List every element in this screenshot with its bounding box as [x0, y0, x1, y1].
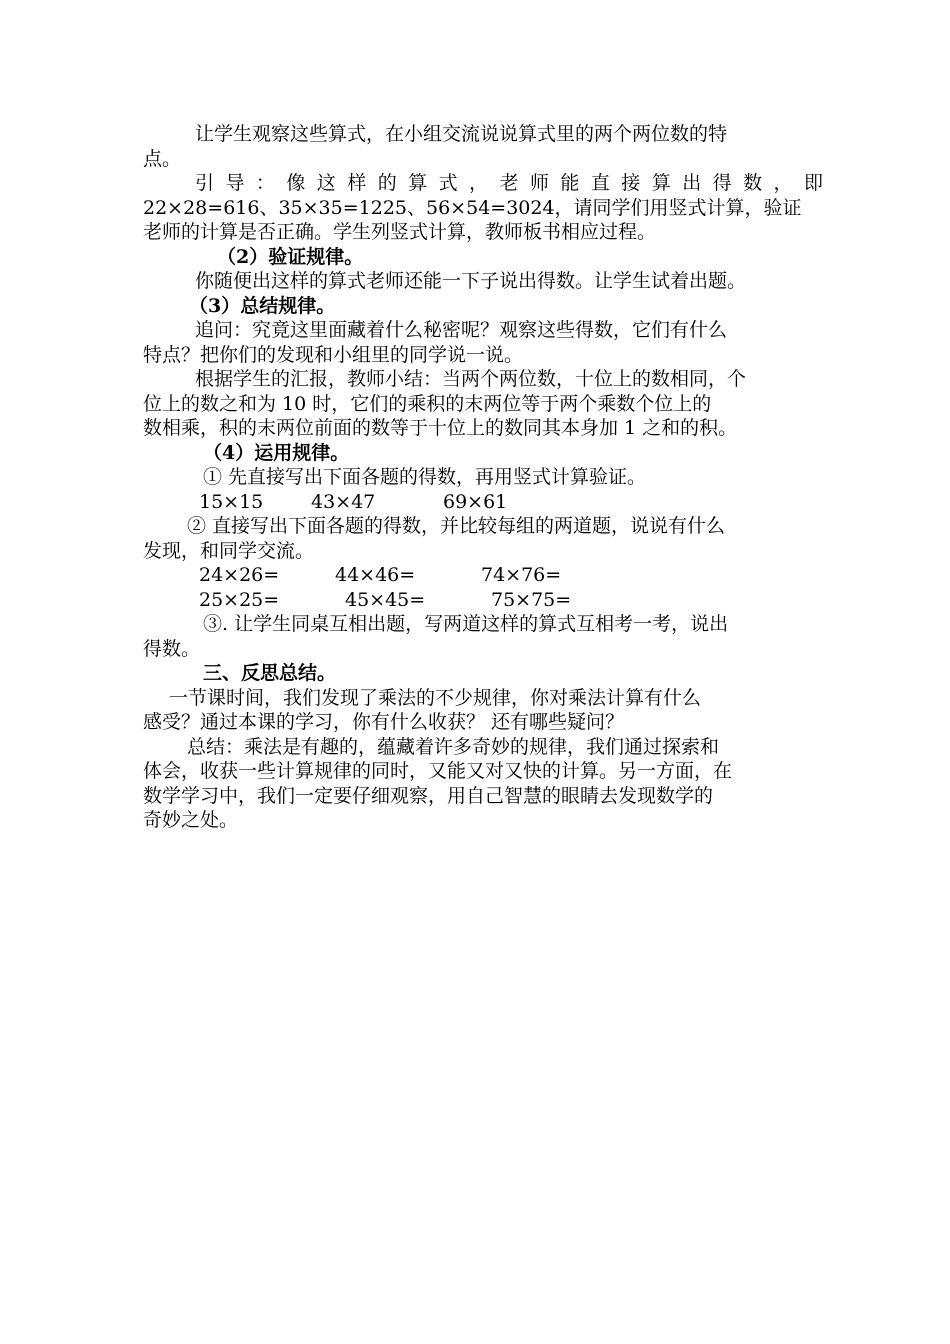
- exercise-instruction: ③. 让学生同桌互相出题，写两道这样的算式互相考一考，说出: [203, 613, 729, 635]
- section-heading: 三、反思总结。: [203, 662, 337, 684]
- expression: 75×75=: [491, 588, 572, 611]
- paragraph-line: 让学生观察这些算式，在小组交流说说算式里的两个两位数的特: [195, 123, 728, 145]
- section-heading: （4）运用规律。: [203, 441, 350, 464]
- document-body: [143, 122, 823, 833]
- paragraph-line: 体会，收获一些计算规律的同时，又能又对又快的计算。另一方面，在: [143, 760, 733, 782]
- paragraph-line: 发现，和同学交流。: [143, 539, 315, 562]
- exercise-row: [143, 490, 823, 515]
- expression: 45×45=: [345, 588, 426, 611]
- paragraph-line: 位上的数之和为 10 时，它们的乘积的末两位等于两个乘数个位上的: [143, 392, 712, 415]
- paragraph-line: 感受？通过本课的学习，你有什么收获？ 还有哪些疑问？: [143, 711, 625, 733]
- paragraph-line: 你随便出这样的算式老师还能一下子说出得数。让学生试着出题。: [195, 270, 747, 292]
- paragraph-line: 点。: [143, 147, 182, 170]
- exercise-instruction: ② 直接写出下面各题的得数，并比较每组的两道题，说说有什么: [187, 515, 726, 537]
- paragraph-line: 特点？把你们的发现和小组里的同学说一说。: [143, 343, 524, 366]
- paragraph-line: 总结：乘法是有趣的，蕴藏着许多奇妙的规律，我们通过探索和: [187, 735, 720, 758]
- paragraph-line: 数相乘，积的末两位前面的数等于十位上的数同其本身加 1 之和的积。: [143, 417, 738, 439]
- expression: 25×25=: [199, 588, 280, 611]
- section-heading: （2）验证规律。: [217, 245, 364, 268]
- expression: 24×26=: [199, 564, 280, 586]
- paragraph-line: 一节课时间，我们发现了乘法的不少规律，你对乘法计算有什么: [169, 686, 702, 709]
- expression: 44×46=: [335, 564, 416, 586]
- paragraph-line: 引导：像这样的算式，老师能直接算出得数，即: [195, 172, 823, 194]
- expression: 69×61: [443, 490, 508, 513]
- paragraph-line: 数学学习中，我们一定要仔细观察，用自己智慧的眼睛去发现数学的: [143, 784, 714, 807]
- exercise-instruction: ① 先直接写出下面各题的得数，再用竖式计算验证。: [203, 466, 647, 488]
- expression: 15×15: [199, 490, 264, 513]
- expression: 74×76=: [481, 564, 562, 586]
- expression: 43×47: [311, 490, 376, 513]
- paragraph-line: 老师的计算是否正确。学生列竖式计算，教师板书相应过程。: [143, 221, 657, 243]
- paragraph-line: 得数。: [143, 637, 201, 660]
- section-heading: （3）总结规律。: [189, 294, 336, 317]
- exercise-row: [143, 563, 823, 588]
- paragraph-line: 追问：究竟这里面藏着什么秘密呢？观察这些得数，它们有什么: [195, 319, 728, 341]
- paragraph-line: 奇妙之处。: [143, 809, 239, 831]
- paragraph-line: 22×28=616、35×35=1225、56×54=3024，请同学们用竖式计算，验证: [143, 196, 802, 219]
- paragraph-line: 根据学生的汇报，教师小结：当两个两位数，十位上的数相同，个: [195, 368, 747, 390]
- exercise-row: [143, 588, 823, 613]
